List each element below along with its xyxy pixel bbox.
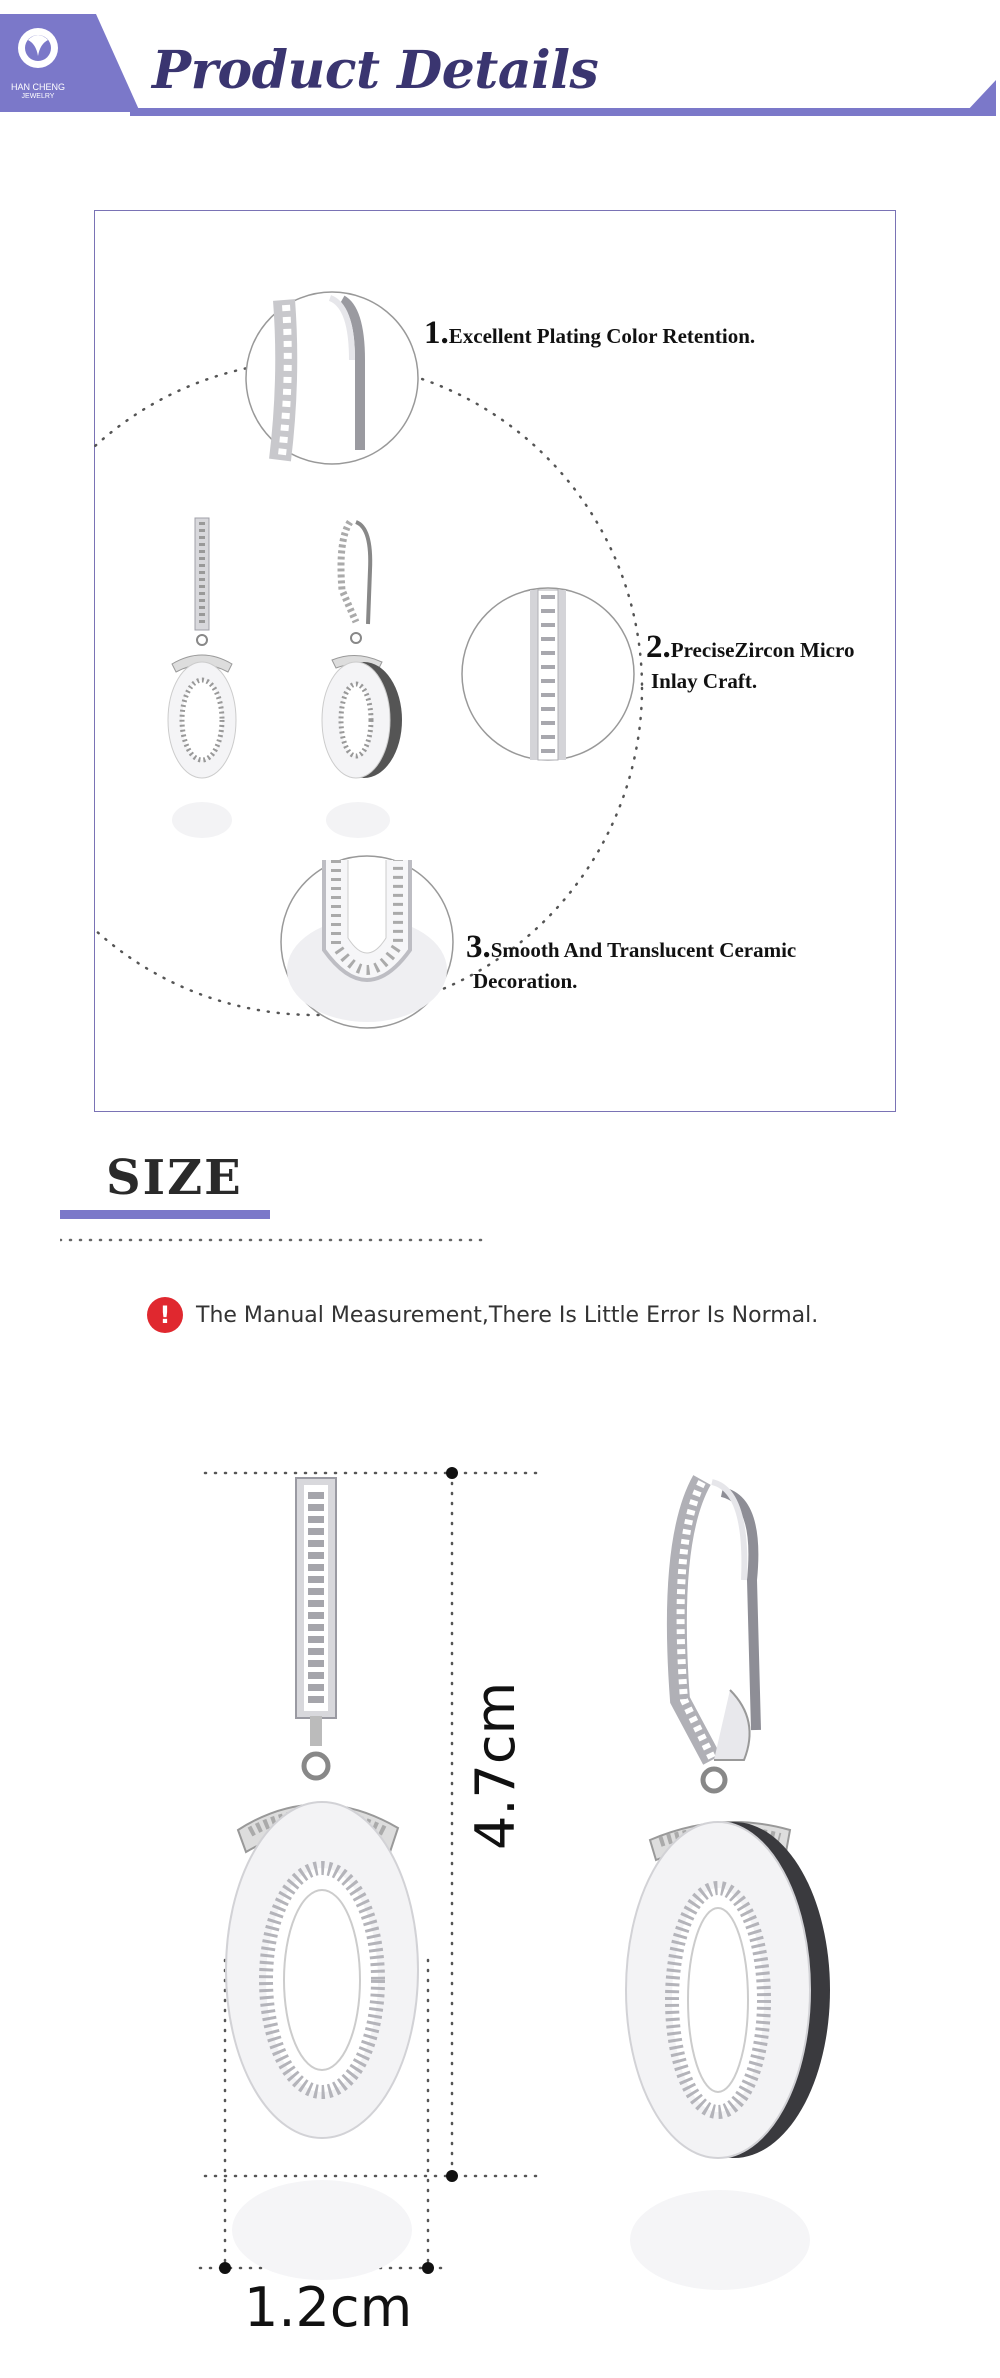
feature-3: 3.Smooth And Translucent Ceramic Decoration.: [466, 929, 797, 993]
width-dimension-label: 1.2cm: [244, 2276, 413, 2339]
page-title: Product Details: [152, 40, 599, 101]
height-dimension-label: 4.7cm: [464, 1681, 527, 1850]
zoom-circle-zircon: [462, 588, 634, 760]
measurement-note: The Manual Measurement,There Is Little Error Is Normal.: [196, 1303, 819, 1328]
earring-side-small: [322, 522, 402, 778]
earring-side-large: [626, 1480, 830, 2290]
warning-icon: !: [147, 1297, 183, 1333]
earring-front-large: [226, 1478, 418, 2280]
size-heading: SIZE: [106, 1150, 243, 1206]
feature-1: 1.Excellent Plating Color Retention.: [424, 315, 756, 351]
brand-logo-icon: [18, 28, 58, 68]
size-illustration: [0, 1420, 1000, 2378]
zoom-circle-ceramic: [281, 856, 453, 1028]
feature-2: 2.PreciseZircon Micro Inlay Craft.: [646, 629, 855, 693]
zoom-circle-plating: [246, 292, 418, 464]
brand-logo-text: HAN CHENG JEWELRY: [10, 82, 65, 100]
earring-front-small: [168, 518, 236, 778]
size-underline: [60, 1210, 500, 1250]
